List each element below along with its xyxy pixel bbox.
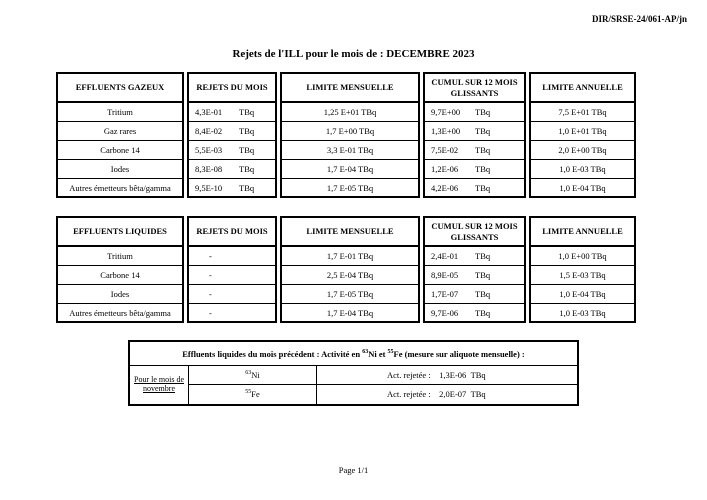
month-release-wrap (189, 183, 275, 193)
monthly-limit: 1,7 E-05 TBq (280, 285, 420, 304)
rolling-cumul-unit: TBq (475, 251, 491, 261)
annual-limit: 2,0 E+00 TBq (529, 141, 636, 160)
annual-limit: 1,0 E-04 TBq (529, 285, 636, 304)
table-row (56, 285, 636, 304)
gas-header-cumul: CUMUL SUR 12 MOIS GLISSANTS (423, 72, 526, 103)
effluent-name: Tritium (56, 103, 184, 122)
effluent-name: Iodes (56, 285, 184, 304)
liquid-header-cumul: CUMUL SUR 12 MOIS GLISSANTS (423, 216, 526, 247)
monthly-limit: 1,7 E-01 TBq (280, 247, 420, 266)
effluent-name: Gaz rares (56, 122, 184, 141)
effluent-name: Tritium (56, 247, 184, 266)
rolling-cumul (423, 160, 526, 179)
gas-effluents-table (56, 72, 636, 198)
rolling-cumul (423, 103, 526, 122)
rolling-cumul-value: 8,9E-05 (431, 270, 459, 280)
effluent-name: Autres émetteurs bêta/gamma (56, 304, 184, 323)
rolling-cumul-value: 1,2E-06 (431, 164, 459, 174)
table-row (56, 103, 636, 122)
month-release-unit: TBq (239, 145, 255, 155)
month-release-unit: TBq (239, 182, 255, 193)
rolling-cumul-value: 1,3E+00 (431, 126, 461, 136)
monthly-limit: 3,3 E-01 TBq (280, 141, 420, 160)
month-release: - (187, 247, 277, 266)
page-number: Page 1/1 (338, 465, 369, 475)
month-release-wrap (189, 145, 275, 155)
gas-header-limit-year: LIMITE ANNUELLE (529, 72, 636, 103)
rolling-cumul (423, 179, 526, 198)
liquid-header-limit-year: LIMITE ANNUELLE (529, 216, 636, 247)
liquid-effluents-table (56, 216, 636, 323)
rolling-cumul-value: 4,2E-06 (431, 182, 459, 193)
rolling-cumul (423, 247, 526, 266)
table-row (56, 247, 636, 266)
document-reference: DIR/SRSE-24/061-AP/jn (591, 14, 687, 24)
month-release-value: 8,4E-02 (195, 126, 223, 136)
rolling-cumul-unit: TBq (475, 145, 491, 155)
rolling-cumul-wrap (425, 183, 524, 193)
month-release: - (187, 266, 277, 285)
rolling-cumul-value: 2,4E-01 (431, 251, 459, 261)
rolling-cumul (423, 304, 526, 323)
table-row (56, 304, 636, 323)
table-row (56, 122, 636, 141)
month-release-unit: TBq (239, 126, 255, 136)
effluent-name: Carbone 14 (56, 266, 184, 285)
month-release-wrap (189, 126, 275, 136)
rolling-cumul-wrap (425, 164, 524, 174)
activity-ni: Act. rejetée : 1,3E-06 TBq (387, 370, 486, 380)
monthly-limit: 1,7 E-05 TBq (280, 179, 420, 198)
month-release-wrap (189, 164, 275, 174)
previous-month-box (128, 340, 579, 406)
month-release (187, 141, 277, 160)
rolling-cumul-value: 9,7E-06 (431, 307, 459, 318)
month-release: - (187, 304, 277, 323)
nickel-row (188, 366, 577, 385)
liquid-header-effluent: EFFLUENTS LIQUIDES (56, 216, 184, 247)
month-release-value: 9,5E-10 (195, 182, 223, 193)
month-release (187, 122, 277, 141)
table-row (56, 160, 636, 179)
rolling-cumul-unit: TBq (475, 126, 491, 136)
liquid-header-limit-month: LIMITE MENSUELLE (280, 216, 420, 247)
gas-header-month: REJETS DU MOIS (187, 72, 277, 103)
annual-limit: 1,0 E+00 TBq (529, 247, 636, 266)
gas-header-effluent: EFFLUENTS GAZEUX (56, 72, 184, 103)
rolling-cumul-unit: TBq (475, 164, 491, 174)
previous-month-header: Effluents liquides du mois précédent : Activité en $^{63}$Ni et $^{55}$Fe (mesure sur aliquote mensuelle) : (130, 342, 577, 366)
monthly-limit: 1,25 E+01 TBq (280, 103, 420, 122)
annual-limit: 1,0 E-03 TBq (529, 304, 636, 323)
month-release-unit: TBq (239, 164, 255, 174)
month-release-value: 5,5E-03 (195, 145, 223, 155)
annual-limit: 7,5 E+01 TBq (529, 103, 636, 122)
rolling-cumul-unit: TBq (475, 307, 491, 318)
month-release (187, 103, 277, 122)
rolling-cumul-value: 9,7E+00 (431, 107, 461, 117)
rolling-cumul-wrap (425, 270, 524, 280)
rolling-cumul-unit: TBq (475, 270, 491, 280)
rolling-cumul (423, 122, 526, 141)
gas-table-header (56, 72, 636, 103)
rolling-cumul-value: 7,5E-02 (431, 145, 459, 155)
rolling-cumul-wrap (425, 289, 524, 299)
iron-row (188, 385, 577, 404)
isotope-ni: $^{63}$Ni (189, 366, 317, 385)
table-row (56, 266, 636, 285)
rolling-cumul-value: 1,7E-07 (431, 289, 459, 299)
rolling-cumul (423, 141, 526, 160)
monthly-limit: 1,7 E-04 TBq (280, 160, 420, 179)
annual-limit: 1,5 E-03 TBq (529, 266, 636, 285)
page-title: Rejets de l'ILL pour le mois de : DECEMBRE 2023 (232, 48, 475, 60)
effluent-name: Iodes (56, 160, 184, 179)
rolling-cumul-wrap (425, 145, 524, 155)
activity-fe: Act. rejetée : 2,0E-07 TBq (387, 389, 486, 399)
month-release-wrap (189, 107, 275, 117)
month-release: - (187, 285, 277, 304)
rolling-cumul-wrap (425, 308, 524, 318)
liquid-header-month: REJETS DU MOIS (187, 216, 277, 247)
monthly-limit: 1,7 E+00 TBq (280, 122, 420, 141)
rolling-cumul-unit: TBq (475, 107, 491, 117)
annual-limit: 1,0 E-03 TBq (529, 160, 636, 179)
table-row (56, 179, 636, 198)
rolling-cumul-wrap (425, 251, 524, 261)
month-release-value: 4,3E-01 (195, 107, 223, 117)
month-release (187, 179, 277, 198)
annual-limit: 1,0 E+01 TBq (529, 122, 636, 141)
rolling-cumul-wrap (425, 126, 524, 136)
month-release-unit: TBq (239, 107, 255, 117)
rolling-cumul-wrap (425, 107, 524, 117)
rolling-cumul (423, 285, 526, 304)
table-row (56, 141, 636, 160)
month-release (187, 160, 277, 179)
liquid-table-header (56, 216, 636, 247)
month-release-value: 8,3E-08 (195, 164, 223, 174)
effluent-name: Autres émetteurs bêta/gamma (56, 179, 184, 198)
rolling-cumul-unit: TBq (475, 182, 491, 193)
gas-header-limit-month: LIMITE MENSUELLE (280, 72, 420, 103)
isotope-fe: $^{55}$Fe (189, 385, 317, 404)
monthly-limit: 2,5 E-04 TBq (280, 266, 420, 285)
rolling-cumul (423, 266, 526, 285)
period-label: Pour le mois de novembre (134, 375, 184, 393)
rolling-cumul-unit: TBq (475, 289, 491, 299)
monthly-limit: 1,7 E-04 TBq (280, 304, 420, 323)
effluent-name: Carbone 14 (56, 141, 184, 160)
annual-limit: 1,0 E-04 TBq (529, 179, 636, 198)
